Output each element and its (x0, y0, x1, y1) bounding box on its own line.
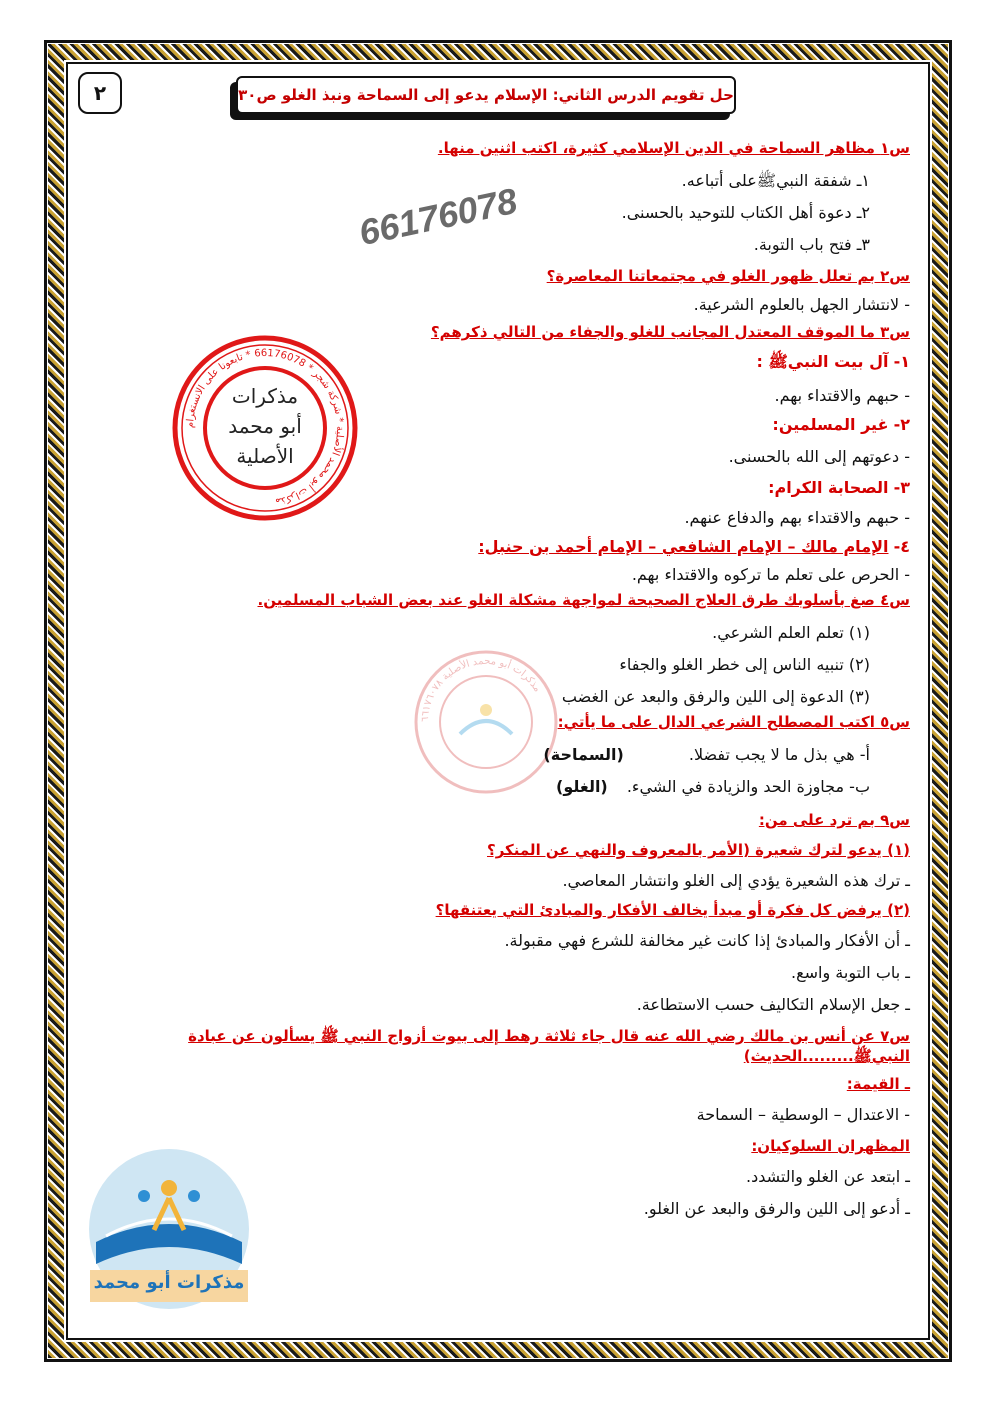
q6-part1-question: (١) يدعو لترك شعيرة (الأمر بالمعروف والنهي عن المنكر؟ (487, 841, 910, 859)
faint-seal-text: مذكرات أبو محمد الأصلية ٦٦١٧٦٠٧٨ (419, 655, 543, 723)
q5-item-1-term: (السماحة) (543, 745, 624, 764)
q3-item-3-num: ٣- (893, 478, 910, 497)
q3-item-3-head: الصحابة الكرام: (768, 478, 889, 497)
q5-item-2-term: (الغلو) (556, 777, 608, 796)
q7-value-label: ـ القيمة: (846, 1075, 910, 1093)
q3-item-2-num: ٢- (893, 415, 910, 434)
q3-item-4 (80, 537, 910, 556)
answers-content (80, 132, 910, 1220)
logo-caption: مذكرات أبو محمد (93, 1272, 245, 1293)
q6-part1-answer: ـ ترك هذه الشعيرة يؤدي إلى الغلو وانتشار المعاصي. (562, 871, 910, 890)
question-4: س٤ صغ بأسلوبك طرق العلاج الصحيحة لمواجهة مشكلة الغلو عند بعض الشباب المسلمين. (257, 591, 910, 609)
q6-part2-answer-1: ـ أن الأفكار والمبادئ إذا كانت غير مخالفة للشرع فهي مقبولة. (504, 931, 910, 950)
q7-behavior-2: ـ أدعو إلى اللين والرفق والبعد عن الغلو. (643, 1199, 910, 1218)
q3-item-4-answer: - الحرص على تعلم ما تركوه والاقتداء بهم. (631, 565, 910, 584)
question-1: س١ مظاهر السماحة في الدين الإسلامي كثيرة، اكتب اثنين منها. (437, 139, 910, 157)
q3-item-4-num: ٤- (893, 537, 910, 556)
q6-part2-question: (٢) يرفض كل فكرة أو مبدأ يخالف الأفكار والمبادئ التي يعتنقها؟ (435, 901, 910, 919)
q5-item-2 (80, 776, 870, 798)
phone-watermark: 66176078 (355, 179, 521, 254)
q3-item-3 (80, 478, 910, 497)
q3-item-1-head: آل بيت النبيﷺ : (756, 352, 889, 371)
q3-item-2 (80, 415, 910, 434)
q3-item-2-answer: - دعوتهم إلى الله بالحسنى. (728, 447, 910, 466)
q5-item-1 (80, 744, 870, 766)
q3-item-2-head: غير المسلمين: (772, 415, 889, 434)
q7-value-answer: - الاعتدال – الوسطية – السماحة (696, 1105, 910, 1124)
q5-item-2-text: ب- مجاوزة الحد والزيادة في الشيء. (626, 777, 870, 796)
q7-behavior-1: ـ ابتعد عن الغلو والتشدد. (746, 1167, 910, 1186)
q5-item-1-text: أ- هي بذل ما لا يجب تفضلا. (688, 745, 870, 764)
q4-answer-2: (٢) تنبيه الناس إلى خطر الغلو والجفاء (619, 655, 870, 674)
question-6: س٩ بم ترد على من: (758, 811, 910, 829)
q6-part2-answer-2: ـ باب التوبة واسع. (791, 963, 910, 982)
page-title: حل تقويم الدرس الثاني: الإسلام يدعو إلى السماحة ونبذ الغلو ص٣٠ (236, 76, 736, 114)
q1-answer-3: ٣ـ فتح باب التوبة. (753, 235, 870, 254)
q7-behaviors-label: المظهران السلوكيان: (751, 1137, 910, 1155)
page-number: ٢ (78, 72, 122, 114)
stamp-ring-text: مذكرات أبو محمد الأصلية * شركة شجر * 66176078 * تابعونا على الانستغرام (184, 347, 346, 508)
q4-answer-1: (١) تعلم العلم الشرعي. (712, 623, 870, 642)
question-2: س٢ بم تعلل ظهور الغلو في مجتمعاتنا المعاصرة؟ (546, 267, 910, 285)
q1-answer-1: ١ـ شفقة النبيﷺعلى أتباعه. (681, 171, 870, 190)
q2-answer: - لانتشار الجهل بالعلوم الشرعية. (693, 295, 910, 314)
q4-answer-3: (٣) الدعوة إلى اللين والرفق والبعد عن الغضب (561, 687, 870, 706)
stamp-line-2: أبو محمد (228, 414, 302, 438)
q1-answer-2: ٢ـ دعوة أهل الكتاب للتوحيد بالحسنى. (621, 203, 870, 222)
question-7: س٧ عن أنس بن مالك رضي الله عنه قال جاء ثلاثة رهط إلى بيوت أزواج النبي ﷺ يسألون عن عبادة النبيﷺ.........الحديث) (188, 1027, 910, 1065)
stamp-line-3: الأصلية (236, 444, 294, 468)
q3-item-1 (80, 352, 910, 375)
q3-item-3-answer: - حبهم والاقتداء بهم والدفاع عنهم. (684, 508, 910, 527)
q3-item-1-num: ١- (893, 352, 910, 371)
question-3: س٣ ما الموقف المعتدل المجانب للغلو والجفاء من التالي ذكرهم؟ (430, 323, 910, 341)
q3-item-1-answer: - حبهم والاقتداء بهم. (774, 386, 910, 405)
q6-part2-answer-3: ـ جعل الإسلام التكاليف حسب الاستطاعة. (636, 995, 910, 1014)
question-5: س٥ اكتب المصطلح الشرعي الدال على ما يأتي: (557, 713, 910, 731)
stamp-line-1: مذكرات (231, 384, 299, 408)
q3-item-4-head: الإمام مالك – الإمام الشافعي – الإمام أحمد بن حنبل: (478, 537, 889, 556)
